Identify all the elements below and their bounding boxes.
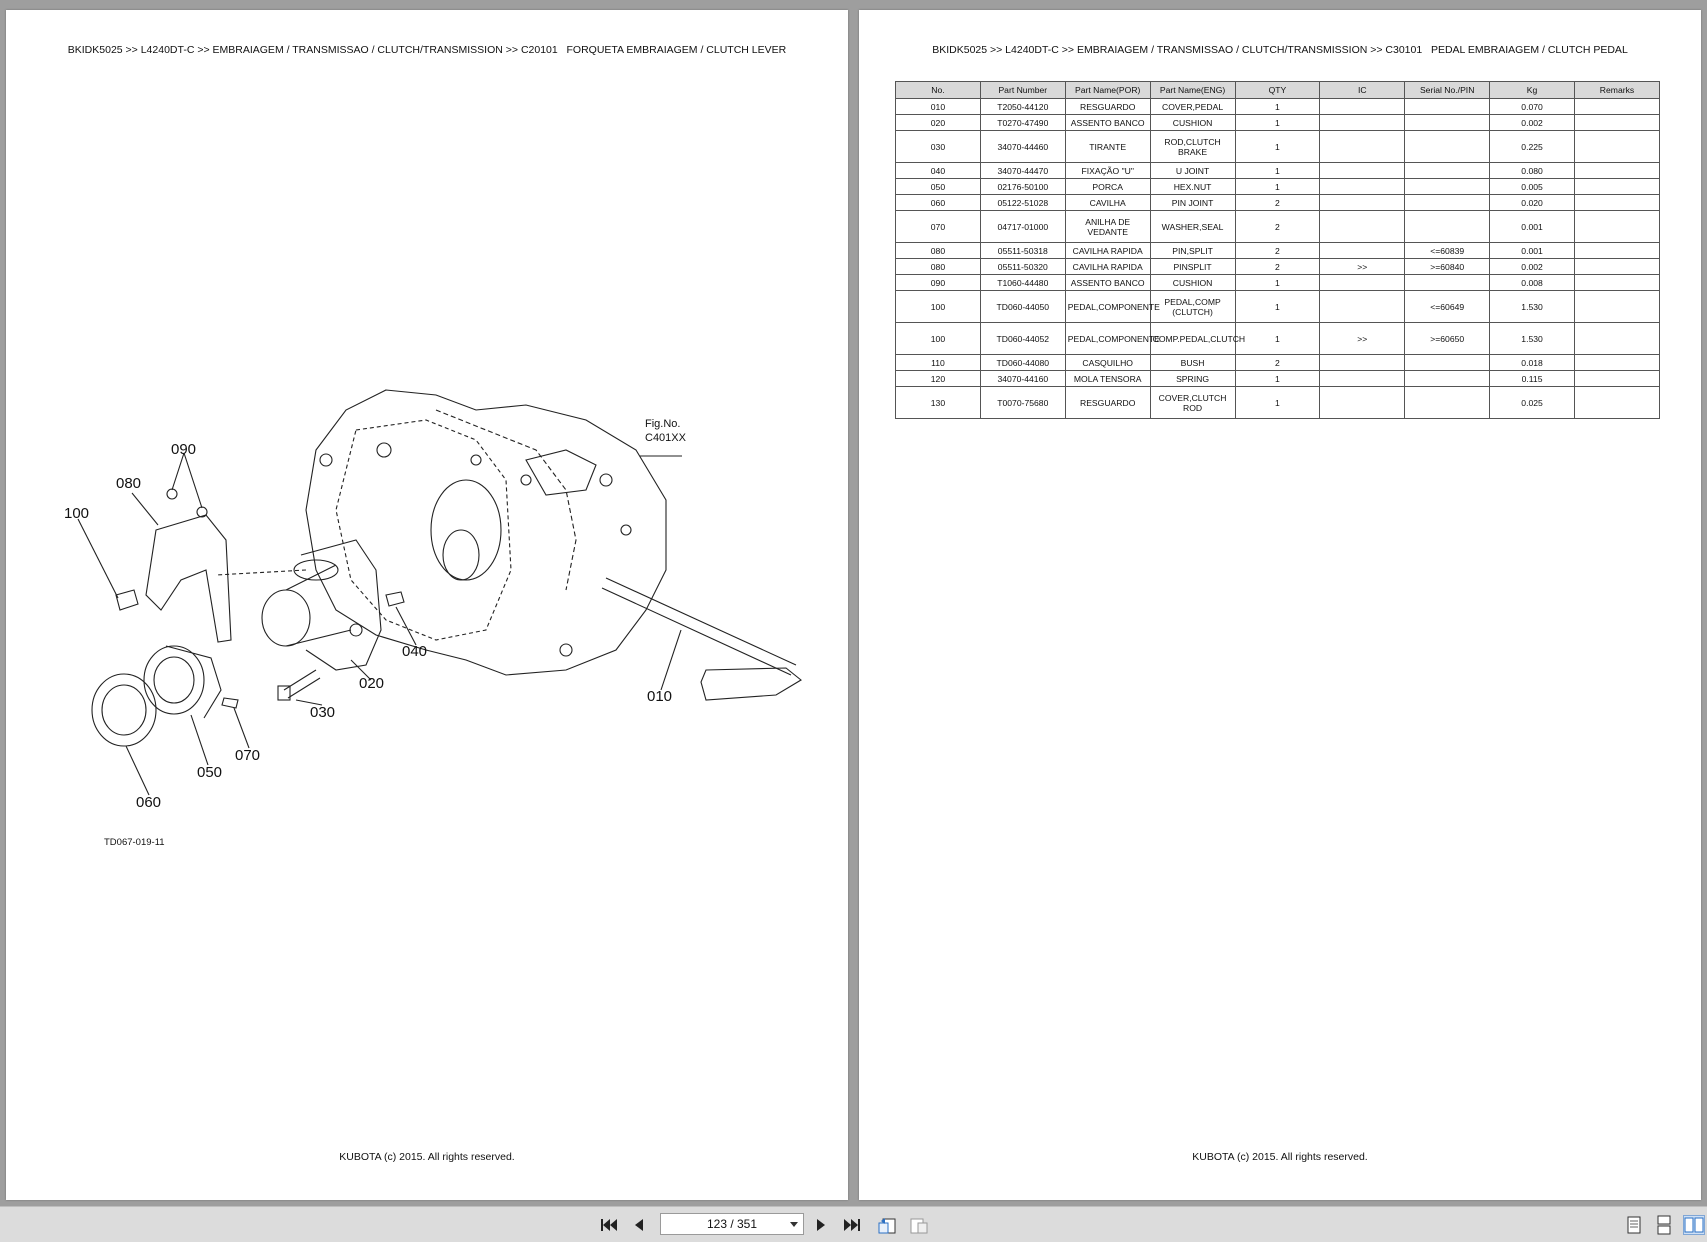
cell-no: 100: [896, 323, 981, 355]
callout-040: 040: [402, 643, 428, 660]
figure-number: [645, 417, 686, 445]
cell-part-name-eng: WASHER,SEAL: [1150, 211, 1235, 243]
cell-kg: 0.225: [1490, 131, 1575, 163]
cell-part-number: TD060-44050: [980, 291, 1065, 323]
cell-kg: 1.530: [1490, 323, 1575, 355]
cell-ic: [1320, 99, 1405, 115]
callout-020: 020: [359, 675, 385, 692]
cell-kg: 0.025: [1490, 387, 1575, 419]
callout-010: 010: [647, 688, 673, 705]
cell-ic: [1320, 163, 1405, 179]
left-footer: KUBOTA (c) 2015. All rights reserved.: [339, 1151, 515, 1163]
callout-050: 050: [197, 764, 223, 781]
col-qty: QTY: [1235, 82, 1320, 99]
cell-serial: [1405, 371, 1490, 387]
cell-remarks: [1575, 195, 1660, 211]
cell-part-name-por: CASQUILHO: [1065, 355, 1150, 371]
cell-remarks: [1575, 115, 1660, 131]
parts-table: [895, 81, 1660, 419]
cell-part-name-eng: PIN JOINT: [1150, 195, 1235, 211]
cell-ic: [1320, 355, 1405, 371]
cell-part-number: 04717-01000: [980, 211, 1065, 243]
viewer-toolbar: [0, 1206, 1707, 1242]
callout-100: 100: [64, 505, 90, 522]
cell-ic: [1320, 115, 1405, 131]
cell-qty: 1: [1235, 115, 1320, 131]
cell-qty: 1: [1235, 371, 1320, 387]
cell-no: 030: [896, 131, 981, 163]
figure-code: TD067-019-11: [104, 837, 165, 848]
left-breadcrumb: BKIDK5025 >> L4240DT-C >> EMBRAIAGEM / TRANSMISSAO / CLUTCH/TRANSMISSION >> C20101 FORQUETA EMBRAIAGEM / CLUTCH LEVER: [67, 44, 787, 56]
rotate-alt-icon[interactable]: [908, 1214, 930, 1236]
cell-no: 040: [896, 163, 981, 179]
cell-kg: 0.070: [1490, 99, 1575, 115]
left-page: [6, 10, 848, 1200]
cell-part-name-por: FIXAÇÃO "U": [1065, 163, 1150, 179]
cell-part-name-por: RESGUARDO: [1065, 387, 1150, 419]
rotate-icon[interactable]: [876, 1214, 898, 1236]
cell-kg: 0.115: [1490, 371, 1575, 387]
cell-remarks: [1575, 259, 1660, 275]
cell-remarks: [1575, 387, 1660, 419]
cell-remarks: [1575, 291, 1660, 323]
cell-part-number: TD060-44080: [980, 355, 1065, 371]
cell-part-name-por: CAVILHA RAPIDA: [1065, 259, 1150, 275]
cell-qty: 1: [1235, 275, 1320, 291]
cell-qty: 1: [1235, 179, 1320, 195]
cell-serial: [1405, 387, 1490, 419]
cell-part-number: 02176-50100: [980, 179, 1065, 195]
cell-ic: >>: [1320, 323, 1405, 355]
cell-no: 010: [896, 99, 981, 115]
cell-remarks: [1575, 163, 1660, 179]
cell-ic: [1320, 243, 1405, 259]
table-row: [896, 387, 1660, 419]
right-breadcrumb: BKIDK5025 >> L4240DT-C >> EMBRAIAGEM / TRANSMISSAO / CLUTCH/TRANSMISSION >> C30101 PEDAL EMBRAIAGEM / CLUTCH PEDAL: [932, 44, 1628, 56]
table-row: [896, 275, 1660, 291]
col-part-name-eng: Part Name(ENG): [1150, 82, 1235, 99]
cell-part-name-eng: COMP.PEDAL,CLUTCH: [1150, 323, 1235, 355]
cell-serial: >=60840: [1405, 259, 1490, 275]
cell-part-number: 05511-50318: [980, 243, 1065, 259]
continuous-icon[interactable]: [1655, 1215, 1673, 1235]
chevron-down-icon[interactable]: [790, 1222, 798, 1227]
cell-part-name-por: RESGUARDO: [1065, 99, 1150, 115]
cell-part-number: T0270-47490: [980, 115, 1065, 131]
cell-part-name-eng: CUSHION: [1150, 115, 1235, 131]
table-row: [896, 163, 1660, 179]
cell-part-name-eng: ROD,CLUTCH BRAKE: [1150, 131, 1235, 163]
cell-part-name-eng: COVER,CLUTCH ROD: [1150, 387, 1235, 419]
cell-no: 130: [896, 387, 981, 419]
table-row: [896, 355, 1660, 371]
table-row: [896, 195, 1660, 211]
right-page: [859, 10, 1701, 1200]
clutch-lever-diagram: [6, 10, 848, 1200]
cell-ic: >>: [1320, 259, 1405, 275]
cell-no: 080: [896, 243, 981, 259]
cell-qty: 1: [1235, 163, 1320, 179]
cell-ic: [1320, 291, 1405, 323]
cell-serial: [1405, 211, 1490, 243]
cell-qty: 2: [1235, 355, 1320, 371]
cell-serial: [1405, 99, 1490, 115]
cell-qty: 1: [1235, 323, 1320, 355]
cell-part-name-por: TIRANTE: [1065, 131, 1150, 163]
cell-qty: 1: [1235, 387, 1320, 419]
cell-no: 100: [896, 291, 981, 323]
cell-part-name-por: CAVILHA RAPIDA: [1065, 243, 1150, 259]
cell-qty: 2: [1235, 243, 1320, 259]
cell-serial: <=60839: [1405, 243, 1490, 259]
cell-part-name-por: MOLA TENSORA: [1065, 371, 1150, 387]
right-footer: KUBOTA (c) 2015. All rights reserved.: [1192, 1151, 1368, 1163]
table-row: [896, 211, 1660, 243]
table-row: [896, 371, 1660, 387]
last-page-icon[interactable]: [841, 1214, 863, 1236]
col-no: No.: [896, 82, 981, 99]
cell-part-name-eng: PIN,SPLIT: [1150, 243, 1235, 259]
cell-kg: 0.020: [1490, 195, 1575, 211]
first-page-icon[interactable]: [598, 1214, 620, 1236]
cell-kg: 0.001: [1490, 243, 1575, 259]
prev-page-icon[interactable]: [628, 1214, 650, 1236]
cell-ic: [1320, 371, 1405, 387]
cell-remarks: [1575, 371, 1660, 387]
cell-part-name-por: PEDAL,COMPONENTE: [1065, 291, 1150, 323]
cell-serial: [1405, 195, 1490, 211]
cell-kg: 0.002: [1490, 115, 1575, 131]
col-part-name-por: Part Name(POR): [1065, 82, 1150, 99]
two-page-icon[interactable]: [1683, 1215, 1705, 1235]
table-row: [896, 259, 1660, 275]
table-row: [896, 323, 1660, 355]
cell-serial: [1405, 131, 1490, 163]
cell-part-name-por: PORCA: [1065, 179, 1150, 195]
callout-030: 030: [310, 704, 336, 721]
cell-ic: [1320, 131, 1405, 163]
cell-part-number: T2050-44120: [980, 99, 1065, 115]
cell-remarks: [1575, 243, 1660, 259]
fig-no-code: C401XX: [645, 432, 686, 444]
cell-no: 020: [896, 115, 981, 131]
page-indicator: 123 / 351: [706, 1217, 758, 1231]
col-serial: Serial No./PIN: [1405, 82, 1490, 99]
cell-remarks: [1575, 355, 1660, 371]
cell-no: 070: [896, 211, 981, 243]
cell-no: 050: [896, 179, 981, 195]
cell-part-name-eng: PEDAL,COMP (CLUTCH): [1150, 291, 1235, 323]
callout-090: 090: [171, 441, 197, 458]
cell-serial: >=60650: [1405, 323, 1490, 355]
cell-qty: 2: [1235, 195, 1320, 211]
cell-ic: [1320, 179, 1405, 195]
table-row: [896, 99, 1660, 115]
cell-qty: 2: [1235, 259, 1320, 275]
cell-kg: 1.530: [1490, 291, 1575, 323]
col-remarks: Remarks: [1575, 82, 1660, 99]
cell-remarks: [1575, 131, 1660, 163]
table-row: [896, 131, 1660, 163]
cell-part-number: 05511-50320: [980, 259, 1065, 275]
cell-ic: [1320, 195, 1405, 211]
page-number-input[interactable]: [660, 1213, 804, 1235]
cell-part-number: 34070-44470: [980, 163, 1065, 179]
cell-part-name-por: ASSENTO BANCO: [1065, 115, 1150, 131]
cell-qty: 1: [1235, 131, 1320, 163]
parts-table-body: [896, 99, 1660, 419]
cell-remarks: [1575, 211, 1660, 243]
col-ic: IC: [1320, 82, 1405, 99]
cell-ic: [1320, 211, 1405, 243]
cell-part-name-por: ASSENTO BANCO: [1065, 275, 1150, 291]
cell-no: 080: [896, 259, 981, 275]
cell-part-name-eng: PINSPLIT: [1150, 259, 1235, 275]
table-row: [896, 243, 1660, 259]
cell-no: 090: [896, 275, 981, 291]
fig-no-label: Fig.No.: [645, 418, 681, 430]
callout-060: 060: [136, 794, 162, 811]
cell-part-number: 34070-44460: [980, 131, 1065, 163]
col-kg: Kg: [1490, 82, 1575, 99]
callout-080: 080: [116, 475, 142, 492]
cell-no: 120: [896, 371, 981, 387]
cell-remarks: [1575, 323, 1660, 355]
cell-part-name-por: CAVILHA: [1065, 195, 1150, 211]
cell-kg: 0.001: [1490, 211, 1575, 243]
cell-serial: [1405, 163, 1490, 179]
cell-kg: 0.018: [1490, 355, 1575, 371]
cell-qty: 2: [1235, 211, 1320, 243]
next-page-icon[interactable]: [810, 1214, 832, 1236]
cell-ic: [1320, 275, 1405, 291]
table-row: [896, 179, 1660, 195]
cell-remarks: [1575, 179, 1660, 195]
cell-part-name-eng: SPRING: [1150, 371, 1235, 387]
cell-part-number: T0070-75680: [980, 387, 1065, 419]
cell-no: 110: [896, 355, 981, 371]
callout-070: 070: [235, 747, 261, 764]
cell-qty: 1: [1235, 291, 1320, 323]
table-row: [896, 291, 1660, 323]
cell-ic: [1320, 387, 1405, 419]
cell-part-number: TD060-44052: [980, 323, 1065, 355]
cell-part-number: 34070-44160: [980, 371, 1065, 387]
cell-part-name-eng: HEX.NUT: [1150, 179, 1235, 195]
cell-remarks: [1575, 275, 1660, 291]
cell-serial: [1405, 115, 1490, 131]
table-row: [896, 115, 1660, 131]
cell-part-name-por: PEDAL,COMPONENTE: [1065, 323, 1150, 355]
cell-part-name-eng: BUSH: [1150, 355, 1235, 371]
cell-kg: 0.080: [1490, 163, 1575, 179]
cell-serial: [1405, 179, 1490, 195]
cell-part-name-eng: CUSHION: [1150, 275, 1235, 291]
cell-serial: [1405, 275, 1490, 291]
parts-table-header: [896, 82, 1660, 99]
cell-qty: 1: [1235, 99, 1320, 115]
cell-part-number: 05122-51028: [980, 195, 1065, 211]
cell-kg: 0.005: [1490, 179, 1575, 195]
cell-part-name-por: ANILHA DE VEDANTE: [1065, 211, 1150, 243]
cell-serial: [1405, 355, 1490, 371]
cell-serial: <=60649: [1405, 291, 1490, 323]
cell-kg: 0.008: [1490, 275, 1575, 291]
cell-part-number: T1060-44480: [980, 275, 1065, 291]
cell-kg: 0.002: [1490, 259, 1575, 275]
cell-remarks: [1575, 99, 1660, 115]
single-page-icon[interactable]: [1625, 1215, 1643, 1235]
cell-no: 060: [896, 195, 981, 211]
cell-part-name-eng: U JOINT: [1150, 163, 1235, 179]
col-part-number: Part Number: [980, 82, 1065, 99]
cell-part-name-eng: COVER,PEDAL: [1150, 99, 1235, 115]
